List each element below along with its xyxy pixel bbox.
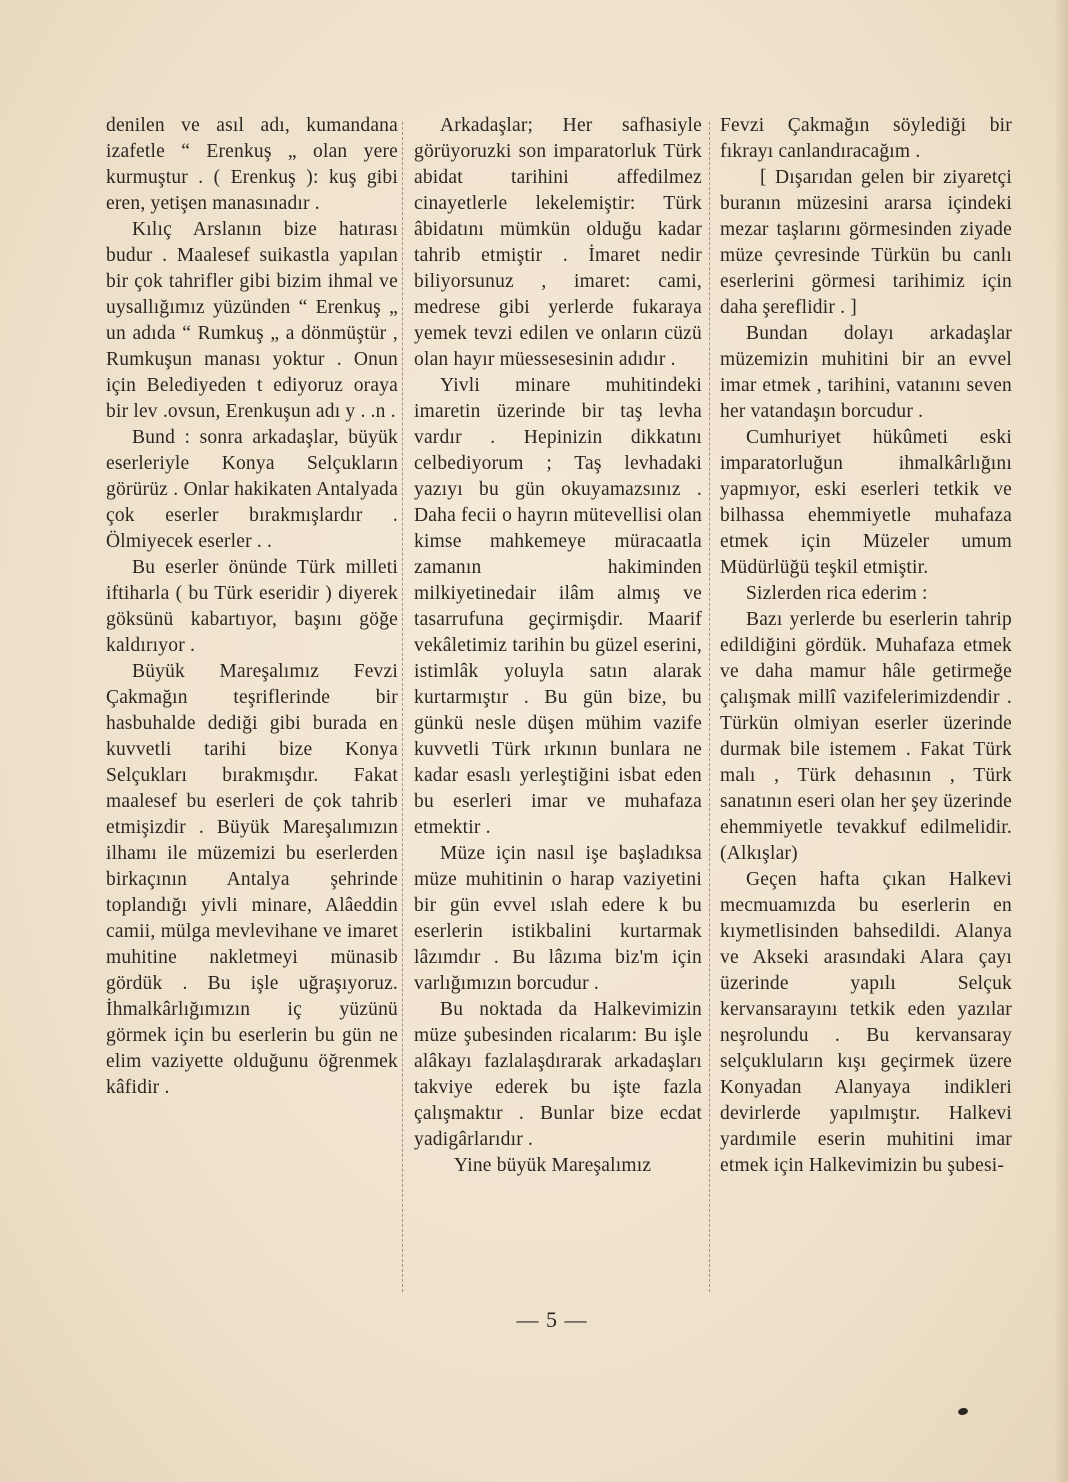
paragraph: Yivli minare muhitindeki imaretin üzerinde bir taş levha vardır . Hepinizin dikkatını celbediyorum ; Taş levhadaki yazıyı bu gün okuyamazsınız . Daha fecii o hayrın mütevellisi olan kimse mahkemeye müracaatla zamanın hakiminden milkiyetinedair ilâm almış ve tasarrufuna geçirmişdir. Maarif vekâletimiz tarihin bu güzel eserini, istimlâk yoluyla satın alarak kurtarmıştır . Bu gün bize, bu günkü nesle düşen mühim vazife kuvvetli Türk ırkının bunlara ne kadar esaslı yerleştiğini isbat eden bu eserleri imar ve muhafaza etmektir . xyxy=(414,375,702,838)
paragraph: Bazı yerlerde bu eserlerin tahrip edildiğini gördük. Muhafaza etmek ve daha mamur hâle getirmeğe çalışmak millî vazifelerimizdendir . Türkün olmiyan eserler üzerinde durmak bile istemem . Fakat Türk malı , Türk dehasının , Türk sanatının eseri olan her şey üzerinde ehemmiyetle tevakkuf edilmelidir. (Alkışlar) xyxy=(720,609,1012,864)
paragraph: Sizlerden rica ederim : xyxy=(746,583,928,604)
paragraph: Müze için nasıl işe başladıksa müze muhitinin o harap vaziyetini bir gün evvel ıslah edere k bu eserlerin istikbalini kurtarmak lâzımdır . Bu lâzıma biz'm için varlığımızın borcudur . xyxy=(414,843,702,994)
page-number: — 5 — xyxy=(516,1307,588,1332)
paragraph: Fevzi Çakmağın söylediği bir fıkrayı canlandıracağım . xyxy=(720,115,1012,162)
column-divider xyxy=(402,122,403,1292)
paragraph: Yine büyük Mareşalımız xyxy=(454,1155,652,1176)
paragraph: Büyük Mareşalımız Fevzi Çakmağın teşriflerinde bir hasbuhalde dediği gibi burada en kuvvetli tarihi bize Konya Selçukları bırakmışdır. Fakat maalesef bu eserleri de çok tahrib etmişizdir . Büyük Mareşalımızın ilhamı ile müzemizi bu eserlerden birkaçının Antalya şehrinde toplandığı yivli minare, Alâeddin camii, mülga mevlevihane ve imaret muhitine nakletmeyi münasib gördük . Bu işle uğraşıyoruz. İhmalkârlığımızın iç yüzünü görmek için bu eserlerin bu gün ne elim vaziyette olduğunu öğrenmek kâfidir . xyxy=(106,661,398,1098)
text-column-left xyxy=(106,113,398,1101)
paragraph: Bu noktada da Halkevimizin müze şubesinden ricalarım: Bu işle alâkayı fazlalaşdırarak arkadaşları takviye ederek bu işte fazla çalışmaktır . Bunlar bize ecdat yadigârlarıdır . xyxy=(414,999,702,1150)
paragraph: denilen ve asıl adı, kumandana izafetle “ Erenkuş „ olan yere kurmuştur . ( Erenkuş ): kuş gibi eren, yetişen manasınadır . xyxy=(106,115,398,214)
paragraph: Arkadaşlar; Her safhasiyle görüyoruzki son imparatorluk Türk abidat tarihini affedilmez cinayetlerle lekelemiştir: Türk âbidatını mümkün olduğu kadar tahrib etmiştir . İmaret nedir biliyorsunuz , imaret: cami, medrese gibi yerlerde fukaraya yemek tevzi edilen ve onların cüzü olan hayır müessesesinin adıdır . xyxy=(414,115,702,370)
paragraph: Geçen hafta çıkan Halkevi mecmuamızda bu eserlerin en kıymetlisinden bahsedildi. Alanya ve Akseki arasındaki Alara çayı üzerinde yapılı Selçuk kervansarayını tetkik eden yazılar neşrolundu . Bu kervansaray selçukluların kışı geçirmek üzere Konyadan Alanyaya indikleri devirlerde yapılmıştır. Halkevi yardımile eserin muhitini imar etmek için Halkevimizin bu şubesi- xyxy=(720,869,1012,1176)
paragraph: Bu eserler önünde Türk milleti iftiharla ( bu Türk eseridir ) diyerek göksünü kabartıyor, başını göğe kaldırıyor . xyxy=(106,557,398,656)
text-column-right xyxy=(720,113,1012,1179)
paragraph: Bundan dolayı arkadaşlar müzemizin muhitini bir an evvel imar etmek , tarihini, vatanını seven her vatandaşın borcudur . xyxy=(720,323,1012,422)
paragraph: Kılıç Arslanın bize hatırası budur . Maalesef suikastla yapılan bir çok tahrifler gibi bizim ihmal ve uysallığımız yüzünden “ Erenkuş „ un adıda “ Rumkuş „ a dönmüştür , Rumkuşun manası yoktur . Onun için Belediyeden t ediyoruz oraya bir lev .ovsun, Erenkuşun adı y . .n . xyxy=(106,219,398,422)
text-column-middle xyxy=(414,113,702,1179)
page-edge-shadow xyxy=(1054,0,1068,1482)
paragraph: [ Dışarıdan gelen bir ziyaretçi buranın müzesini ararsa içindeki mezar taşlarını görmesinden ziyade müze çevresinde Türkün bu canlı eserlerini görmesi tarihimiz için daha şereflidir . ] xyxy=(720,167,1012,318)
column-divider xyxy=(709,122,710,1292)
paragraph: Cumhuriyet hükûmeti eski imparatorluğun ihmalkârlığını yapmıyor, eski eserleri tetkik ve bilhassa ehemmiyetle muhafaza etmek için Müzeler umum Müdürlüğü teşkil etmiştir. xyxy=(720,427,1012,578)
paragraph: Bund : sonra arkadaşlar, büyük eserleriyle Konya Selçukların görürüz . Onlar hakikaten Antalyada çok eserler bırakmışlardır . Ölmiyecek eserler . . xyxy=(106,427,398,552)
ink-blot xyxy=(957,1407,968,1416)
